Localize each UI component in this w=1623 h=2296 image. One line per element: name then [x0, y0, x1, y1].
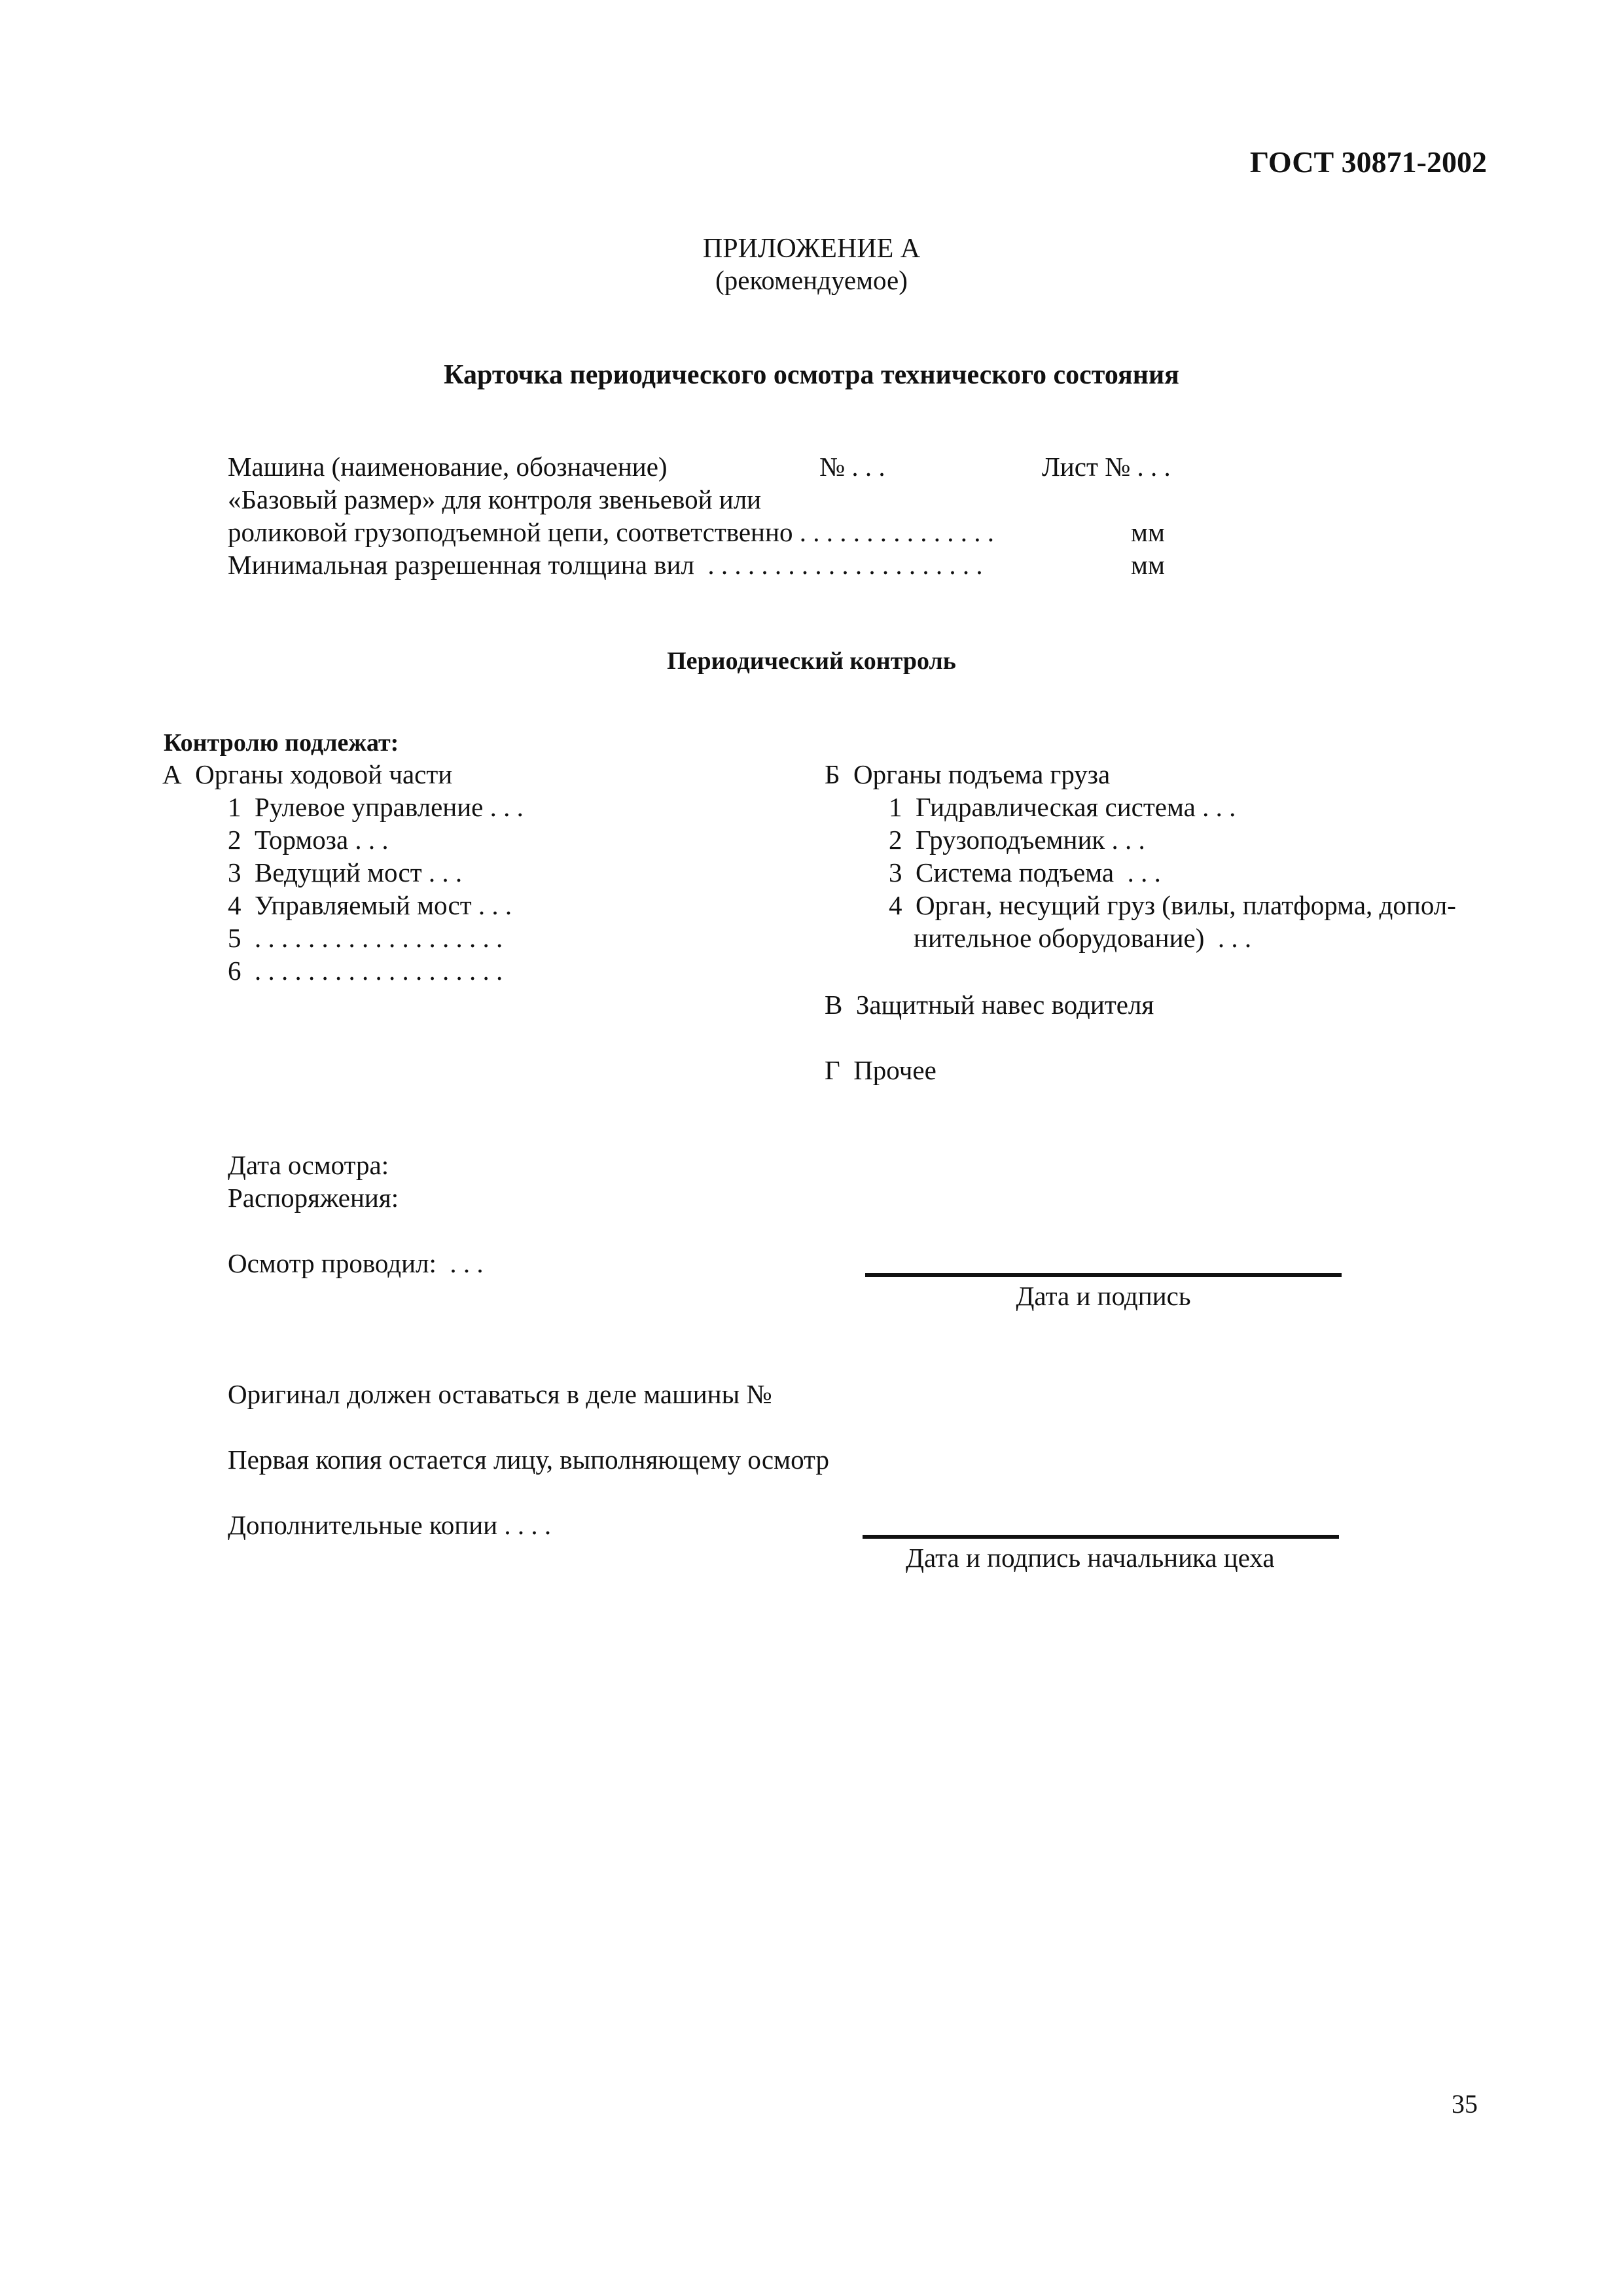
- group-b-item-continuation: нительное оборудование) . . .: [914, 923, 1252, 953]
- signature-line: [865, 1273, 1342, 1277]
- group-g-title: Г Прочее: [825, 1055, 936, 1085]
- annex-title: ПРИЛОЖЕНИЕ А: [702, 234, 921, 264]
- first-copy-note: Первая копия остается лицу, выполняющему осмотр: [228, 1444, 829, 1475]
- group-b-title: Б Органы подъема груза: [825, 759, 1111, 789]
- signature-caption: Дата и подпись: [1016, 1281, 1191, 1311]
- chief-signature-caption: Дата и подпись начальника цеха: [906, 1543, 1275, 1573]
- fork-thickness: Минимальная разрешенная толщина вил . . . . . . . . . . . . . . . . . . . . .: [228, 550, 983, 580]
- control-heading: Контролю подлежат:: [164, 729, 399, 757]
- orders-label: Распоряжения:: [228, 1183, 399, 1213]
- group-a-item: 4 Управляемый мост . . .: [228, 890, 512, 920]
- inspection-date-label: Дата осмотра:: [228, 1150, 389, 1180]
- base-size-line-1: «Базовый размер» для контроля звеньевой или: [228, 484, 762, 514]
- inspector-label: Осмотр проводил: . . .: [228, 1248, 484, 1278]
- group-b-item: 3 Система подъема . . .: [889, 857, 1161, 888]
- machine-number: № . . .: [819, 452, 885, 482]
- group-a-item: 6 . . . . . . . . . . . . . . . . . . .: [228, 956, 503, 986]
- sheet-number: Лист № . . .: [1042, 452, 1171, 482]
- group-b-item: 1 Гидравлическая система . . .: [889, 792, 1236, 822]
- card-title: Карточка периодического осмотра технического состояния: [444, 360, 1179, 390]
- standard-number: ГОСТ 30871-2002: [1249, 145, 1487, 179]
- group-a-title: А Органы ходовой части: [162, 759, 453, 789]
- base-size-unit: мм: [1131, 517, 1165, 547]
- group-b-item: 4 Орган, несущий груз (вилы, платформа, допол-: [889, 890, 1456, 920]
- annex-status: (рекомендуемое): [715, 265, 908, 295]
- group-a-item: 5 . . . . . . . . . . . . . . . . . . .: [228, 923, 503, 953]
- page-number: 35: [1452, 2089, 1478, 2119]
- base-size-line-2: роликовой грузоподъемной цепи, соответственно . . . . . . . . . . . . . . .: [228, 517, 994, 547]
- machine-label: Машина (наименование, обозначение): [228, 452, 668, 482]
- extra-copies-note: Дополнительные копии . . . .: [228, 1510, 552, 1540]
- group-a-item: 2 Тормоза . . .: [228, 825, 389, 855]
- chief-signature-line: [863, 1535, 1339, 1539]
- group-a-item: 1 Рулевое управление . . .: [228, 792, 524, 822]
- original-note: Оригинал должен оставаться в деле машины №: [228, 1379, 772, 1409]
- group-v-title: В Защитный навес водителя: [825, 990, 1154, 1020]
- fork-thickness-unit: мм: [1131, 550, 1165, 580]
- group-b-item: 2 Грузоподъемник . . .: [889, 825, 1145, 855]
- section-title: Периодический контроль: [667, 647, 956, 675]
- group-a-item: 3 Ведущий мост . . .: [228, 857, 463, 888]
